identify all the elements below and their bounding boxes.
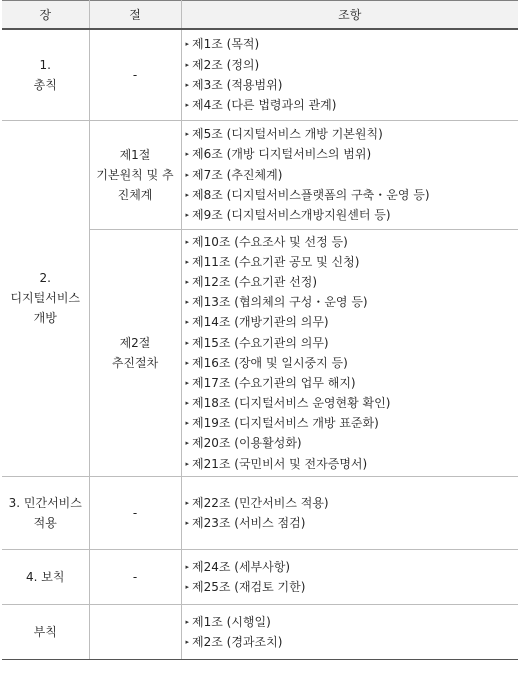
articles-cell [181,604,518,659]
bullet-icon: ▸ [185,237,190,246]
article-label: 제14조 (개방기관의 의무) [192,315,329,330]
article-item [186,493,519,513]
article-item [186,232,519,252]
header-chapter: 장 [2,1,89,30]
section-label: - [132,67,138,82]
bullet-icon: ▸ [185,399,190,408]
bullet-icon: ▸ [185,358,190,367]
chapter-label: 3. 민간서비스 적용 [8,495,82,530]
article-item [186,393,519,413]
article-label: 제21조 (국민비서 및 전자증명서) [192,456,368,471]
article-item [186,373,519,393]
section-cell [89,549,181,604]
section-cell [89,120,181,229]
articles-cell [181,120,518,229]
article-item [186,433,519,453]
article-item [186,75,519,95]
header-articles: 조항 [181,1,518,30]
article-item [186,185,519,205]
article-label: 제15조 (수요기관의 의무) [192,335,329,350]
section-label: 제2절 추진절차 [111,335,159,370]
article-item [186,272,519,292]
bullet-icon: ▸ [185,419,190,428]
article-item [186,632,519,652]
header-section: 절 [89,1,181,30]
chapter-cell [2,120,89,476]
chapter-label: 2. 디지털서비스 개방 [10,271,81,326]
bullet-icon: ▸ [185,210,190,219]
chapter-label: 4. 보칙 [26,569,65,584]
section-cell [89,476,181,549]
article-label: 제12조 (수요기관 선정) [192,274,318,289]
article-item [186,353,519,373]
articles-cell [181,476,518,549]
bullet-icon: ▸ [185,130,190,139]
article-label: 제4조 (다른 법령과의 관계) [192,98,337,113]
bullet-icon: ▸ [185,277,190,286]
bullet-icon: ▸ [185,298,190,307]
bullet-icon: ▸ [185,318,190,327]
article-label: 제10조 (수요조사 및 선정 등) [192,234,348,249]
bullet-icon: ▸ [185,439,190,448]
bullet-icon: ▸ [185,257,190,266]
articles-cell [181,29,518,120]
chapter-cell [2,604,89,659]
chapter-cell [2,549,89,604]
bullet-icon: ▸ [185,190,190,199]
bullet-icon: ▸ [185,170,190,179]
bullet-icon: ▸ [185,582,190,591]
article-label: 제13조 (협의체의 구성・운영 등) [192,295,368,310]
article-label: 제18조 (디지털서비스 운영현황 확인) [192,396,391,411]
regulation-structure-table [2,0,518,660]
section-label: 제1절 기본원칙 및 추 진체계 [96,147,174,202]
article-label: 제1조 (목적) [192,37,260,52]
article-item [186,164,519,184]
article-label: 제22조 (민간서비스 적용) [192,495,329,510]
bullet-icon: ▸ [185,101,190,110]
article-label: 제24조 (세부사항) [192,559,291,574]
bullet-icon: ▸ [185,338,190,347]
bullet-icon: ▸ [185,637,190,646]
article-label: 제3조 (적용범위) [192,77,283,92]
article-label: 제9조 (디지털서비스개방지원센터 등) [192,207,391,222]
article-label: 제5조 (디지털서비스 개방 기본원칙) [192,127,383,142]
article-item [186,34,519,54]
articles-cell [181,549,518,604]
article-item [186,557,519,577]
article-item [186,205,519,225]
article-label: 제19조 (디지털서비스 개방 표준화) [192,416,379,431]
bullet-icon: ▸ [185,150,190,159]
article-label: 제17조 (수요기관의 업무 해지) [192,375,356,390]
article-item [186,332,519,352]
article-label: 제6조 (개방 디지털서비스의 범위) [192,147,372,162]
bullet-icon: ▸ [185,518,190,527]
table-row [2,29,518,120]
section-cell [89,29,181,120]
article-item [186,312,519,332]
article-item [186,292,519,312]
section-label: - [132,505,138,520]
article-label: 제7조 (추진체계) [192,167,283,182]
article-label: 제23조 (서비스 점검) [192,515,306,530]
chapter-cell [2,476,89,549]
table-row [2,120,518,229]
article-label: 제2조 (경과조치) [192,634,283,649]
article-item [186,577,519,597]
section-label: - [132,569,138,584]
article-label: 제1조 (시행일) [192,614,271,629]
bullet-icon: ▸ [185,378,190,387]
article-label: 제2조 (정의) [192,57,260,72]
chapter-label: 1. 총칙 [33,57,57,92]
article-item [186,413,519,433]
chapter-label: 부칙 [33,624,57,639]
bullet-icon: ▸ [185,60,190,69]
article-item [186,55,519,75]
articles-cell [181,229,518,476]
bullet-icon: ▸ [185,562,190,571]
header-row [2,1,518,30]
article-item [186,513,519,533]
bullet-icon: ▸ [185,617,190,626]
article-label: 제25조 (재검토 기한) [192,579,306,594]
article-label: 제20조 (이용활성화) [192,436,302,451]
table-row [2,476,518,549]
chapter-cell [2,29,89,120]
table-row [2,549,518,604]
article-item [186,124,519,144]
article-item [186,252,519,272]
bullet-icon: ▸ [185,459,190,468]
bullet-icon: ▸ [185,498,190,507]
bullet-icon: ▸ [185,80,190,89]
article-item [186,612,519,632]
table-row [2,604,518,659]
article-label: 제8조 (디지털서비스플랫폼의 구축・운영 등) [192,187,430,202]
article-item [186,144,519,164]
section-cell [89,604,181,659]
bullet-icon: ▸ [185,40,190,49]
section-cell [89,229,181,476]
article-label: 제11조 (수요기관 공모 및 신청) [192,254,360,269]
article-item [186,95,519,115]
article-item [186,454,519,474]
article-label: 제16조 (장애 및 일시중지 등) [192,355,348,370]
